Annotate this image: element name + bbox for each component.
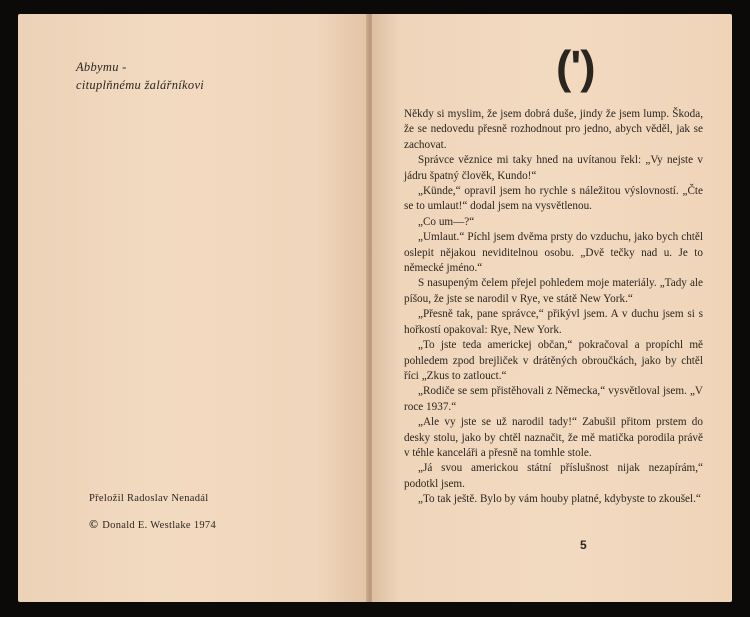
paragraph: S nasupeným čelem přejel pohledem moje materiály. „Tady ale píšou, že jste se narodil v Rye, ve státě New York.“ — [404, 277, 703, 305]
left-page — [18, 14, 368, 602]
paragraph: „Umlaut.“ Píchl jsem dvěma prsty do vzduchu, jako bych chtěl oslepit nějakou neviditelnou osobu. „Dvě tečky nad u. Je to německé jméno.“ — [404, 231, 703, 275]
paragraph: „Ale vy jste se už narodil tady!“ Zabušil přitom prstem do desky stolu, jako by chtěl naznačit, že mě matička porodila právě v téhle kanceláři a přesně na tomhle stole. — [404, 416, 703, 459]
paragraph: „Co um—?“ — [418, 215, 475, 228]
paragraph: Někdy si myslim, že jsem dobrá duše, jindy že jsem lump. Škoda, že se nedovedu přesně rozhodnout pro jedno, abych věděl, jak se zachovat. — [404, 108, 703, 151]
page-number: 5 — [580, 538, 587, 552]
dedication — [76, 58, 204, 94]
paragraph: „Já svou americkou státní příslušnost nijak nezapírám,“ podotkl jsem. — [404, 462, 703, 490]
paragraph: „Künde,“ opravil jsem ho rychle s náležitou výslovností. „Čte se to umlaut!“ dodal jsem na vysvětlenou. — [404, 185, 703, 213]
copyright-icon: © — [89, 517, 99, 531]
chapter-mark: (') — [556, 41, 595, 93]
copyright-line — [89, 517, 216, 532]
paragraph: „To tak ještě. Bylo by vám houby platné, kdybyste to zkoušel.“ — [418, 493, 701, 506]
paragraph: „Přesně tak, pane správce,“ přikývl jsem. A v duchu jsem si s hořkostí opakoval: Rye, New York. — [404, 308, 703, 336]
paragraph: Správce věznice mi taky hned na uvítanou řekl: „Vy nejste v jádru špatný člověk, Kundo!“ — [404, 154, 703, 182]
paragraph: „To jste teda americkej občan,“ pokračoval a propíchl mě pohledem zpod brejliček v drátěných obroučkách, jako by chtěl říci „Zkus to zatlouct.“ — [404, 339, 703, 382]
dedication-line-1: Abbymu - — [76, 60, 127, 74]
body-text — [404, 107, 703, 508]
copyright-text: Donald E. Westlake 1974 — [102, 520, 217, 531]
translator-credit: Přeložil Radoslav Nenadál — [89, 493, 209, 504]
dedication-line-2: cituplňnému žalářníkovi — [76, 78, 205, 92]
paragraph: „Rodiče se sem přistěhovali z Německa,“ vysvětloval jsem. „V roce 1937.“ — [404, 385, 703, 413]
